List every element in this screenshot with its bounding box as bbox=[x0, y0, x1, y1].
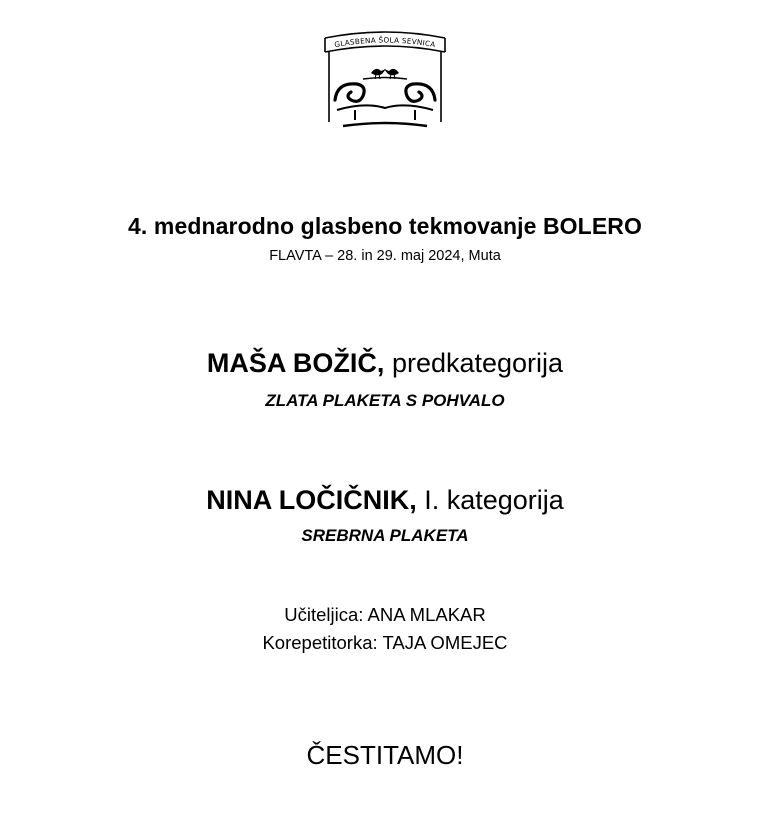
teacher-line: Učiteljica: ANA MLAKAR bbox=[284, 604, 486, 625]
student-name: NINA LOČIČNIK, bbox=[206, 485, 417, 515]
student-award: SREBRNA PLAKETA bbox=[301, 526, 469, 545]
competition-title: 4. mednarodno glasbeno tekmovanje BOLERO bbox=[128, 213, 642, 239]
student-category: predkategorija bbox=[391, 348, 564, 378]
student-name: MAŠA BOŽIČ, bbox=[206, 348, 385, 378]
student-category: I. kategorija bbox=[424, 485, 564, 515]
student-entry bbox=[0, 348, 770, 379]
congratulations-text: ČESTITAMO! bbox=[306, 740, 464, 770]
competition-subtitle: FLAVTA – 28. in 29. maj 2024, Muta bbox=[269, 248, 501, 264]
accompanist-line: Korepetitorka: TAJA OMEJEC bbox=[262, 632, 508, 653]
school-logo bbox=[315, 22, 455, 134]
school-logo-graphic bbox=[315, 22, 455, 134]
student-award: ZLATA PLAKETA S POHVALO bbox=[265, 391, 505, 410]
logo-lettering: GLASBENA ŠOLA SEVNICA bbox=[333, 35, 437, 50]
student-entry bbox=[0, 485, 770, 516]
